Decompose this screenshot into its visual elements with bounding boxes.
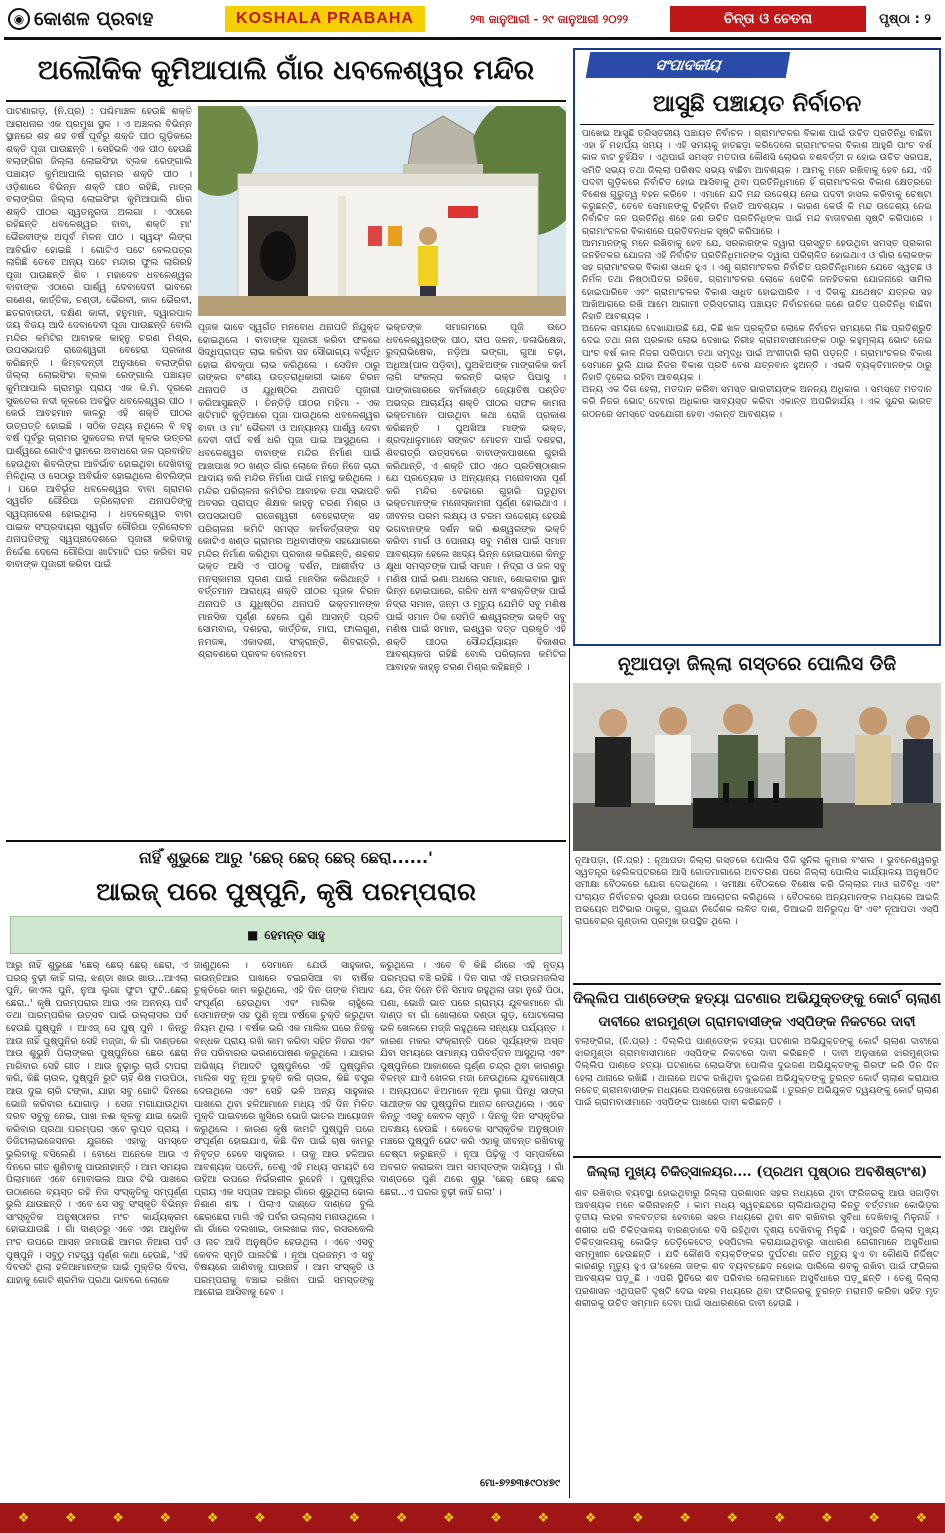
border-motif-icon: ❖ <box>726 1510 739 1526</box>
main-article-col2: ପୂଜକ ଭାବେ ସ୍ୱର୍ଗତ ମନବୋଧ ଥନାପତି ନିଯୁକ୍ତ ହୋଇଥିଲେ । ବାବାଙ୍କ ପୂଜାରୀ କରିବା ଫଳରେ ସିଦ୍ଧିପ୍ରାପ୍ତ ଲାଭ କରିବା ସହ ସୌଭାଗ୍ୟ ବର୍ଦ୍ଧିତ ହୋଇ ଶିବକୃପା ଲାଭ କରିଥିଲେ । ସେଦିନ ଠାରୁ ତାଙ୍କର ବଂଶୀୟ ଉତ୍ତରାଧିକାରୀ ଭାବେ ଚିରନ ଥନାପତି ଓ ଯୁଧିଷ୍ଠିର ଥନାପତି ପୂଜାରୀ କରିଆସୁଛନ୍ତି । ତିନ୍ତିଡ଼ି ପୀଠର ମହିମା - ଏକ ଖଟିମାଟି କୁଡ଼ିଆରେ ପୂଜା ପାଉଥିଲେ ଧବଳେଶ୍ୱର ବାବା ଓ ମା' ଭୈରବୀ ଓ ଅନ୍ୟାନ୍ୟ ପାର୍ଶ୍ୱ ଦେବା ଦେବୀ ଦୀର୍ଘ ବର୍ଷ ଧରି ପୂଜା ପାଇ ଆସୁଥିଲେ । ଧବଳେଶ୍ୱର ବାବାଙ୍କ ମନ୍ଦିର ନିର୍ମାଣ ପାଇଁ ଆଖପାଖ ୨୦ ଖଣ୍ଡ ଗାଁର ଲୋକେ ନିଜେ ନିଜେ ଚାନ୍ଦା ଆଦାୟ କରି ମନ୍ଦିର ନିର୍ମାଣ ପାଇଁ ମନସ୍ଥ କରିଥିଲେ । ମନ୍ଦିର ପରିଚାଳନା କମିଟିର ଆବାହକ ତଥା ସଭାପତି ଅବସର ପ୍ରାପ୍ତ ଶିକ୍ଷକ କାହ୍ନୁ ଚରଣ ମିଶ୍ର ଓ ଉପସଭାପତି ରାଜେଶ୍ୱରୀ ବେହେରାଙ୍କ ସହ ପରିଚାଳନା କମିଟି ସମସ୍ତ କର୍ମକର୍ତ୍ତାଙ୍କ ସହ କୋଟିଏ ଖଣ୍ଡ ଗ୍ରାମର ଅଧିବାସୀଙ୍କ ସହଯୋଗରେ ମନ୍ଦିର ନିର୍ମାଣ କରିଥିବା ପ୍ରକାଶ କରିଛନ୍ତି, ଶହଶହ ଭକ୍ତ ଆସି ଏ ପୀଠକୁ ଦର୍ଶନ, ଆଶୀର୍ବାଦ ଓ ମନସ୍କାମନା ପୂରଣ ପାଇଁ ମାନସିକ କରିଥାନ୍ତି । ବର୍ତ୍ତମାନ ଆରାଧ୍ୟ ଶକ୍ତି ପୀଠର ପୂଜକ ଚିରନ ଥନାପତି ଓ ଯୁଧିଷ୍ଠିର ଥନାପତି ଭକ୍ତମାନଙ୍କ ମାନସିକ ପୂର୍ଣ୍ଣ ହେଲେ ପୁଣି ଆସନ୍ତି ପ୍ରତି ସୋମବାର, ଦଶହରା, କାର୍ତ୍ତିକ, ମାଘ, ଫାଲଗୁଣ, ନମଜଜ୍ଞ, ଏକାଦଶୀ, ସଂକ୍ରାନ୍ତି, ଶିବରାତ୍ରି, ଶ୍ରାବଣରେ ପ୍ରବଳ ବୋଲବମ <box>198 322 380 661</box>
section-divider-right2 <box>573 1156 941 1158</box>
section-title: ଚିନ୍ତା ଓ ଚେତନା <box>670 6 866 32</box>
border-motif-icon: ❖ <box>395 1510 408 1526</box>
culture-col1: ଆରୁ ନାହିଁ ଶୁଭୁଛେ 'ଛେର୍ ଛେର୍ ଛେର୍ ଛେରା, ଏ ଘରର୍ ବୁଢ଼ୀ କାହିଁ ଗଲା, ଝଣ୍ଡା ଖାଉ ଖାଉ...ଆଏଲା ପୁନି, କାଏଲ ପୁନି, ନୁଆ ଲୁଗା ଫୁଟା ଫୁଟି..ଛେର୍ ଛେରା..' କୃଷି ପରମ୍ପରାର ଆଉ ଏକ ଅନନ୍ୟ ପର୍ବ ତଥା ପାରମ୍ପରିକ ଉତ୍ସବ ପାଇଁ ଉଲ୍ଲାସର ପର୍ବ ହେଉଛି ପୁଷ୍ପୁନି । ଆଏଜ୍ ସେ ପୁଷ୍ ପୁନି । କିନ୍ତୁ ଆଉ ନାହିଁ ପୁଷ୍ପୁନିର ସେହି ମଜ୍ଜା, କି ଗାଁ ଦାଣ୍ଡରେ ଆଉ ଶୁଭୁନି ପିଲାଙ୍କର ପୁଷ୍ପୁନିରେ ଛେର ଛେରା ମାଗିବାର ସେହି ଗୀତ । ଆଉ ବୁଢ଼ାଲୁ ଚାଉଁ ଟାପରା କରି, କିଛି ଚାଉଳ, ପୁଷ୍ପୁନି ରୁଟି ଚାହିଁ ଶିଷ ମଉପିଠା, ଆଉ ଦୁଇ ଚାରି ଟଙ୍କା, ଯାହା ସବୁ ଗୋଟି ଦିନରେ ଭୋଜି କରିବାର ଯୋଗାଡ଼ । ସେଜ ମଗାଯାଉଥିବା ଦରବ ସବୁକୁ ନେଇ, ପାଖ ନଈ କୂଳକୁ ଯାଇ ଭୋଜି କରିବାର ପ୍ରଥା ପରମ୍ପରା ଏବେ ଲୁପ୍ତ ପ୍ରାୟ । ଡିଜିଟାଲାଇଜେସନର ଯୁଗରେ ଏହାକୁ ସମସ୍ତେ ଭୁଲିବାକୁ ବସିଲେଣି । ବୋଧେ ଅନେକେ ଆଉ ଏ ଦିନରେ ଗୀତ ଶୁଣିବାକୁ ପାଉନାହାନ୍ତି । ଆମ ସମୟର ପିଲାମାନେ ଏବେ ମୋବାଇଲ ଆଉ ଟିଭି ପାଖରେ ଉଠାଣରେ ବ୍ୟସ୍ତ ରହି ନିଜ ସଂସ୍କୃତିକୁ ସମ୍ପୂର୍ଣ୍ଣ ଭୁଲି ଯାଉଛନ୍ତି । ଏବେ ସେ ସବୁ ସଂସ୍କୃତି ବିଭିନ୍ନ ସାଂସ୍କୃତିକ ଅନୁଷ୍ଠାନର ମଂଚ କାର୍ଯ୍ୟକ୍ରମ ହୋଇଯାଉଛି । ଗାଁ ଦାଣ୍ଡରୁ ଏବେ ଏହା ଆଧୁନିକ ମଂଚ ଉପରେ ଆସନ ଜମାଉଛି ଆମର ନିଆରା ପର୍ବ ପୁଷ୍ପୁନି । ସବୁଠୁ ମହତ୍ତ୍ୱ ପୂର୍ଣ୍ଣ କଥା ହେଉଛି, 'ଏହି ଦିବସଟି ଥିଲା ହଳିଆମାନଙ୍କ ପାଇଁ ମୁକ୍ତିର ଦିବସ, ଯାହାକୁ ଗୋଟି ଶ୍ରମିକ ପ୍ରଥା ଭାବରେ ଲୋକେ <box>6 960 188 1286</box>
police-photo <box>573 683 941 851</box>
police-headline: ନୂଆପଡ଼ା ଜିଲ୍ଲା ଗସ୍ତରେ ପୋଲିସ ଡିଜି <box>617 654 897 675</box>
main-article-col3: ଭକ୍ତଙ୍କ ସମାଗମରେ ପୂଜି ଉଠେ ଧବଳେଶ୍ୱରଙ୍କ ପୀଠ, ଦୀପ ଜଳନ, ଜଳାଭିଷେକ, ରୁଦ୍ରାଭିଷେକ, ନଡ଼ିଆ ଭଙ୍ଗା, ଗୁଆ ଚଢ଼ା, ଅଧିଆ(ପାଳ ପଡ଼ିବା), ପୁଅଝିଅଙ୍କ ମାଙ୍ଗଳିକ କର୍ମ ଲାଗି ସଂକଳ୍ପ କରନ୍ତି ଭକ୍ତ ପିପାସୁ । ପାଙ୍କାଗାରରେ କର୍ମକାଣ୍ଡ ଜ୍ୟୋତିଷ ପଣ୍ଡିତ ଅଭଦ୍ର ଆଚାର୍ଯ୍ୟ ଶକ୍ତି ପୀଠର ସଫଳ କାମନା ଭକ୍ତମାନେ ପାଉଥିବା କଥା ରୋଜି ପ୍ରକାଶ କରିଛନ୍ତି । ପୁଅଖିଆ ମାଙ୍କ ଭକ୍ତ, ଶ୍ରଦ୍ଧାଳୁମାନେ ସଙ୍କଟ ମୋଚନ ପାଇଁ ଦଶହରା, ଶିବରାତ୍ରି ଉତ୍ସବରେ ବାବାଙ୍କପାଖରେ ଗୁହାରି କରିଥାନ୍ତି, ଏ ଶକ୍ତି ପୀଠ ଏଠେ ପ୍ରତିଷ୍ଠାଶାଳ ଯେ ପ୍ରତ୍ୟେକ ଓ ଅନ୍ୟାନ୍ୟ ମନୋବାସନା ପୂର୍ଣ କରି ମନ୍ଦିର ବେଢାରେ ଗୁହାରି ପଡୁଥିବା ଭକ୍ତମାନଙ୍କ ମନୋସ୍କାମନା ପୂର୍ଣ୍ଣ ହୋଇଥାଏ । ଜୀବନର ପରମ ଲକ୍ଷ୍ୟ ଓ ଚରମ ଉଦ୍ଦେଶ୍ୟ ହେଉଛି ଭଗବାନଙ୍କ ଦର୍ଶନ କରି ଈଶ୍ୱରଙ୍କ ଭକ୍ତି କରିବା ମାର୍ଗ ଓ ପୋନାୟ ସବୁ ମଣିଷ ପାଇଁ ସମାନ ଆବଶ୍ୟକ ହେଲେ ଖାଦ୍ୟ ଭିନ୍ନ ହୋଇପାରେ କିନ୍ତୁ କ୍ଷୁଧା ସମସ୍ତଙ୍କ ପାଇଁ ସମାନ । ନିଦ୍ରା ଓ ଜଳ ସବୁ ମଣିଷ ପାଇଁ ଭଣା ଅଧଲେ ସମାନ, ଶୋଇବାର ସ୍ଥାନ ଭିନ୍ନ ହୋଇପାରେ, ଗରିବ ଧନୀ ବଂଶକ୍ତିଙ୍କ ପାଇଁ ନିଦ୍ରା ସମାନ, ଜନ୍ମ ଓ ମୃତ୍ୟୁ ଯେମିତି ସବୁ ମଣିଷ ପାଇଁ ସମାନ ଠିକ ସେମିତି ଈଶ୍ୱରଙ୍କ ଭକ୍ତି ସବୁ ମଣିଷ ପାଇଁ ସମାନ, ଇଶ୍ୱର ଦତ୍ତ ପ୍ରକୃତି ଏହି ଶକ୍ତି ପୀଠର ସୌନ୍ଦର୍ଯ୍ୟାୟନ ବିକାଶର ଆବଶ୍ୟକତା ରହିଛି ବୋଲି ପରିଚାଳନା କମିଟିର ଆବାହକ କାହ୍ନୁ ଚରଣ ମିଶ୍ର କହିଛନ୍ତି । <box>386 322 566 674</box>
border-motif-icon: ❖ <box>301 1510 313 1526</box>
culture-col3: କରୁଥିଲେ । ଏବେ ବି କିଛି ଗାଁରେ ଏହି ନୃତ୍ୟ ପରମ୍ପରା ବଞ୍ଚି ରହିଛି । ଦିନ ସାରା ଏହି ମଉଜମଜଲିସ ଯେ, ତିନ ଦିନେ ତିନି ସିମାଦ ରହୁଥିଲା ତାହା ନୁହେଁ ପିଠା, ପଣା, ଭୋଜି ଭାତ ପରେ ଗ୍ରାମ୍ୟ ଯୁବକମାନେ ଗାଁ ଦାଣ୍ଡ ବା ଗାଁ ଖୋଲାରେ ଦଣ୍ଡା ଗୁଡ଼, ପୋଟଳୋଲା ଭଳି ଖେଳରେ ମଜ୍ଜି ରହୁଥିଲେ ସନ୍ଧ୍ୟା ପର୍ଯ୍ୟନ୍ତ । କାରଣ ମକର ସଂକ୍ରାନ୍ତି ପରେ ସୂର୍ଯ୍ୟଙ୍କ ଅସ୍ତ ଯିବା ସମୟରେ ସାମାନ୍ୟ ପରିବର୍ତ୍ତନ ଆସୁଥିଲା ଏବଂ ପୁଷ୍ପୁନିରେ ଆକାଶରେ ପୂର୍ଣ୍ଣ ଚନ୍ଦ୍ର ଥିବା କାରଣରୁ ବିଳମ୍ବ ଯାଏଁ ଖେଳର ମଜା ନେଉଥିଲେ ଯୁବଗୋଷ୍ଠୀ । ଅନ୍ୟପଟେ ଝିଅମାନେ ନୂଆ ଲୁଗା ପିନ୍ଧି ସାଙ୍ଗ ସାଥୀଙ୍କ ସହ ପୁଷ୍ପୁନିର ଆନନ୍ଦ ନେଉଥିଲେ । ଏବେ କିନ୍ତୁ ଏସବୁ କେବଳ ସ୍ମୃତି । ଦିନକୁ ଦିନ ସଂସ୍କୃତିର ଅବକ୍ଷୟ ହେଉଛି । କେତେକ ସାଂସ୍କୃତିକ ଅନୁଷ୍ଠାନ ମଞ୍ଚରେ ପୁଷ୍ପୁନି ଭେଟ କରି ଏହାକୁ ଜୀବନ୍ତ ରଖିବାକୁ ଚେଷ୍ଟା କରୁଛନ୍ତି । ନୂଆ ପିଢ଼ିକୁ ଏ ସମ୍ପର୍କରେ ଅବଗତ କରାଇବା ଆମ ସମସ୍ତଙ୍କ ଦାୟିତ୍ୱ । ଗାଁ ଦାଣ୍ଡରେ ପୁଣି ଥରେ ଶୁଭୁ 'ଛେର୍ ଛେର୍ ଛେର୍ ଛେରା...ଏ ଘରର ବୁଢ଼ୀ କାହିଁ ଗଲା' । <box>380 960 564 1198</box>
editorial-label: ସଂପାଦକୀୟ <box>586 52 791 78</box>
section-divider-right1 <box>573 983 941 985</box>
section-divider-main <box>6 840 566 842</box>
masthead-rule <box>4 37 941 40</box>
editorial-headline: ଆସୁଛି ପଞ୍ଚାୟତ ନିର୍ବାଚନ <box>652 90 862 117</box>
temple-photo-illustration <box>198 106 566 316</box>
page-number: ପୃଷ୍ଠା : ୨ <box>879 11 931 27</box>
border-motif-icon: ❖ <box>868 1510 880 1526</box>
border-motif-icon: ❖ <box>65 1510 77 1526</box>
column-divider <box>569 648 570 1498</box>
murder-body: ବଲାଙ୍ଗିର, (ନି.ପ୍ର) : ଦିଲ୍ଲିପ ପାଣ୍ଡେଙ୍କ ହତ୍ୟା ଘଟଣାର ଅଭିଯୁକ୍ତଙ୍କୁ କୋର୍ଟ ଚାଲାଣ ଦାବୀରେ ଝାରମୁଣ୍ଡା ଗ୍ରାମବାସୀମାନେ ଏସ୍ପିଙ୍କ ନିକଟରେ ଦାବୀ କରିଛନ୍ତି । ଦାବୀ ଅନୁସାରେ ଝାରମୁଣ୍ଡାର ଦିଲ୍ଲିପ ପାଣ୍ଡେ ହତ୍ୟା ଘଟଣାରେ ଲୋଇସିଂହା ପୋଲିସ ଦୁଇଜଣ ଅଭିଯୁକ୍ତଙ୍କୁ ଗିରଫ କରି ଡିନ ଦିନ ହେଲା ଥାନାରେ ରଖିଛି । ଥାନାରେ ଅଟକ ରଖିଥିବା ଦୁଇଜଣ ଅଭିଯୁକ୍ତଙ୍କୁ ତୁରନ୍ତ କୋର୍ଟ ଚାଲାଣ କରାଯାଉ ନଚେତ୍ ଗ୍ରାମବାସୀଙ୍କ ମଧ୍ୟରେ ଅସନ୍ତୋଷ ଦେଖାଦେଇଛି । ତୁରନ୍ତ ଅଭିଯୁକ୍ତ ଦ୍ୱୟଙ୍କୁ କୋର୍ଟ ଚାଲାଣ ପାଇଁ ଗ୍ରାମବାସୀମାନେ ଏସ୍ପିଙ୍କ ପାଖରେ ଦାବୀ କରିଛନ୍ତି । <box>575 1036 939 1109</box>
culture-col2: ଜାଣୁଥିଲେ । ସେମାନେ ଯେଉଁ ସାହୁକାର, ଗଉନ୍ତିଆର ପାଖରେ ବଇରସିଆ ବା ବାର୍ଷିକ ଚୁକ୍ତିରେ କାମ କରୁଥିଲେ, ଏହି ଦିନ ତାଙ୍କ ମିଆଦ ସଂପୂର୍ଣ୍ଣ ହେଉଥିବା ଏବଂ ମାଲିକ ଚାହୁଁଲେ ସେମାନଙ୍କ ସହ ପୁଣି ନୂଆ ବର୍ଷକେ ଚୁକ୍ତି କରୁଥିବା ନିୟମ ଥିଲା । ବର୍ଷକ ଭରି ଏକ ମାଲିକ ଘରେ ନିଜକୁ ବନ୍ଧକ ପ୍ରାୟ ରଖି କାମ କରିବା ସହିତ ନିଜର ଏବଂ ନିଜ ପରିବାରର ଭରଣପୋଷଣ କରୁଥିଲେ । ଯାହାର ଅଭିଖ୍ୟ ମିଆଦଟି ପୁଷ୍ପୁନିରେ ଏହି ପୁଷ୍ପୁନିର ମାଲିକ ସବୁ ନୂଆ ଚୁକ୍ତି କରି ଚାଉଳ, କିଛି ବସ୍ତ୍ର ଦେଉଥିଲେ ଏବଂ ସେହି ଭଳି ଅନ୍ୟ ସାହୁକାର ପାଖରେ ଥିବା ହଳିଆମାନେ ମଧ୍ୟ ଏହି ଦିନ ମିଳିତ ମୁକ୍ତି ପାଇବାରେ ଖୁସିରେ ଭୋଜି ଭାତର ଆୟୋଜନ କରୁଥିଲେ । କାରଣ କୃଷି କାମଟି ପୁଷ୍ପୁନି ପରେ ସଂପୂର୍ଣ୍ଣ ହୋଇଯାଏ, କିଛି ଦିନ ପାଇଁ ଚାଷ କାମରୁ ନିବୃତ୍ତ ହେବେ ସାହୁକାର । ତାକୁ ଆଉ ହଳିଆର ଆବଶ୍ୟକ ପଡେନି, ତେଣୁ ଏହି ମଧ୍ୟ ସମୟଟି ସେ ଉହିଆ ଉପରେ ନିର୍ଭରଶୀଳ ରୁହେନି । ପୁଷ୍ପୁନିର ପ୍ରାୟ ଏକ ସପ୍ତାହ ଆଗରୁ ଗାଁରେ ଶୁଭୁଥିଲା ଢୋଲ ନିଶାଣ ଶବ୍ଦ । ପିଲାଏ ଦାଣ୍ଡେ ଦାଣ୍ଡେ ବୁଲି ଛେରଛେରା ମାଗି ଏହି ପର୍ବର ଉଲ୍ଲାସ ମନାଉଥିଲେ । ଗାଁ ଗାଁରେ ଦଲଖାଇ, ଡାଲଖାଇ ନାଚ, ରସରକେଲି ଓ ନାଚ ଆଦି ଅନୁଷ୍ଠିତ ହେଉଥିଲା । ଏବେ ଏସବୁ କେବଳ ସ୍ମୃତି ପାଲଟିଛି । ନୂଆ ପ୍ରଜନ୍ମ ଏ ସବୁ ବିଷୟରେ ଜାଣିବାକୁ ପାଉନାହିଁ । ଆମ ସଂସ୍କୃତି ଓ ପରମ୍ପରାକୁ ବଞ୍ଚାଇ ରଖିବା ପାଇଁ ସମସ୍ତଙ୍କୁ ଆଗେଇ ଆସିବାକୁ ହେବ । <box>194 960 374 1299</box>
murder-headline: ଦିଲ୍ଲିପ ପାଣ୍ଡେଙ୍କ ହତ୍ୟା ଘଟଣାର ଅଭିଯୁକ୍ତଙ୍କୁ କୋର୍ଟ ଚାଲାଣ <box>573 990 941 1007</box>
hospital-body: ଶବ ରଖିବାର ବ୍ୟବସ୍ଥା ହୋଇଥିବାରୁ ଜିଲ୍ଲା ପ୍ରଶାସନ ସହର ମଧ୍ୟରେ ଥିବା ଫ୍ରିଜରକୁ ଆଉ ସଜାଡ଼ିବା ଆବଶ୍ୟକ ମନେ କରିନାହାନ୍ତି । କାମ ମଧ୍ୟ ସ୍ୱଚ୍ଛନ୍ଦରେ ଚାଲିଯାଉଥିଲା କିନ୍ତୁ ବର୍ତ୍ତମାନ କୋଭିଡ଼ର ତୃତୀୟ ଲହର ବଳବତ୍ତର ହେବାରେ ସହର ମଧ୍ୟରେ ଥିବା ଶବ ରଖିବାର ସୁବିଧା ଦେଖିବାକୁ ମିଳୁନାହିଁ । ଶରୀର ଧରି ଚିକିତ୍ସାଳୟ ବାରଣ୍ଡାରେ ବସି ରହିଥିବା ଦୃଶ୍ୟ ଦେଖିବାକୁ ମିଳୁଛି । ସମ୍ପ୍ରତି ଜିଲ୍ଲା ମୁଖ୍ୟ ଚିକିତ୍ସାଳୟକୁ କୋଭିଡ଼ ଡେଡ଼ିକେଟେଡ୍ ହସ୍ପିଟାଲ କରାଯାଇଥିବାରୁ ସାଧାରଣ ରୋଗୀମାନେ ଅସୁବିଧାର ସମ୍ମୁଖୀନ ହେଉଛନ୍ତି । ଯଦି କୌଣସି ବ୍ୟକ୍ତିଙ୍କର ଦୁର୍ଘଟଣା ଜନିତ ମୃତ୍ୟୁ ହୁଏ ବା କୌଣସି ନିର୍ଦ୍ଦିଷ୍ଟ କାରଣରୁ ମୃତ୍ୟୁ ହୁଏ ତା'ହେଲେ ତାଙ୍କ ଶବ ବ୍ୟବଚ୍ଛେଦ ନହୋଇ ପାରିଲେ ଶବକୁ ରଖିବା ପାଇଁ ଫ୍ରିଜର ଆବଶ୍ୟକ ପଡ଼ୁଛି । ଏପରି ସ୍ଥିତିରେ ଶବ ପରିବାର ଲୋକମାନେ ଅସୁବିଧାରେ ପଡ଼ୁଛନ୍ତି । ତେଣୁ ଜିଲ୍ଲା ପ୍ରଶାସନ ଏଥିପ୍ରତି ଦୃଷ୍ଟି ଦେଇ ସହର ମଧ୍ୟରେ ଥିବା ଫ୍ରିଜରକୁ ତୁରନ୍ତ ମରାମତି କରିବା ସହିତ ମୃତ ଶରୀରକୁ ଉଚିତ ସମ୍ମାନ ଦେବା ପାଇଁ ସାଧାରଣରେ ଦାବୀ ହେଉଛି । <box>575 1188 939 1309</box>
masthead-odia-name: କୋଶଳ ପ୍ରବାହ <box>34 8 154 30</box>
masthead-english-name: KOSHALA PRABAHA <box>225 6 425 32</box>
hospital-headline: ଜିଲ୍ଲା ମୁଖ୍ୟ ଚିକିତ୍ସାଳୟର.... (ପ୍ରଥମ ପୃଷ୍ଠାର ଅବଶିଷ୍ଟାଂଶ) <box>586 1164 928 1180</box>
border-motif-icon: ❖ <box>348 1510 361 1526</box>
culture-headline: ଆଇଜ୍ ପରେ ପୁଷ୍‌ପୁନି, କୃଷି ପରମ୍ପରାର <box>96 877 476 906</box>
border-motif-icon: ❖ <box>206 1510 219 1526</box>
border-motif-icon: ❖ <box>17 1510 30 1526</box>
main-headline: ଅଲୌକିକ କୁମିଆପାଲି ଗାଁର ଧବଳେଶ୍ୱର ମନ୍ଦିର <box>37 55 535 86</box>
border-motif-icon: ❖ <box>537 1510 550 1526</box>
border-motif-icon: ❖ <box>915 1510 928 1526</box>
border-motif-icon: ❖ <box>821 1510 833 1526</box>
temple-photo <box>198 106 566 316</box>
border-motif-icon: ❖ <box>490 1510 502 1526</box>
editorial-rule <box>580 124 934 125</box>
author-phone: ମୋ-୭୨୭୩୫୯୦୪୭୯ <box>480 1478 560 1489</box>
main-article-col1: ପାଟଣାଗଡ଼, (ନି.ପ୍ର) : ପଶ୍ଚିମାଞ୍ଚଳ ହେଉଛି ଶକ୍ତି ଆରାଧନାର ଏକ ପ୍ରମୁଖ ସ୍ଥଳ । ଏ ଅଞ୍ଚଳର ବିଭିନ୍ନ ସ୍ଥାନରେ ଶହ ଶହ ବର୍ଷ ପୂର୍ବରୁ ଶକ୍ତି ପୀଠ ଗୁଡ଼ିକରେ ଶକ୍ତି ପୂଜା ପାଉଛନ୍ତି । ସେହିଭଳି ଏକ ପୀଠ ହେଉଛି ବଲାଙ୍ଗିର ଜିଲ୍ଲା ଲୋଇସିଂହା ବ୍ଲକ ରେଙ୍ଗାଲି ପଞ୍ଚାୟତ କୁମିଆପାଲି ଗ୍ରାମର ଶକ୍ତି ପୀଠ । ଓଡ଼ିଶାରେ ବିଭିନ୍ନ ଶକ୍ତି ପୀଠ ରହିଛି, ମାତ୍ର ବଲାଙ୍ଗିର ଜିଲ୍ଲା ଲୋଇସିଂହା କୁମିଆପାଲି ଗାଁର ଶକ୍ତି ପୀଠର ସ୍ୱତନ୍ତ୍ରତା ଅଲଗା । ଏଠାରେ ରହିଛନ୍ତି ଧବଳେଶ୍ୱର ବାବା, ଶକ୍ତି ମା' ଭୈରବୀଙ୍କ ଅପୂର୍ବ ମିଳନ ପୀଠ । ସ୍ୱୟଂ ଲିଙ୍ଗ ଆବିର୍ଭାବ ହୋଇଛି । ଗୋଟିଏ ପଟେ ବେଲପତ୍ର ଲାଗିଛି ତେବେ ଅନ୍ୟ ପଟେ ମନ୍ଦାର ଫୁଲ ଲାଗିରହି ପୂଜା ପାଉଛନ୍ତି ଶିବ । ମହାଦେବ ଧବଳେଶ୍ୱର ବାବାଙ୍କ ଏଠାରେ ପାର୍ଶ୍ୱ ଦେବାଦେବୀ ଭାବରେ ଗଣେଶ, କାର୍ତ୍ତିକ, ଚଣ୍ଡୀ, ଭୈରବୀ, କାଳ ଭୈରବୀ, ଛତରବାଉତୀ, ଦକ୍ଷିଣ କାଳୀ, ହନୁମାନ, ଦ୍ୱାରପାଳ ଜୟ ବିଜୟ ଆଦି ଦେବାଦେବୀ ପୂଜା ପାଉଛନ୍ତି ବୋଲି ମନ୍ଦିର କମିଟିର ଆବାହକ କାହ୍ନୁ ଚରଣ ମିଶ୍ର, ଉପସଭାପତି ରାଜେଶ୍ୱରୀ ବେହେରା ପ୍ରକାଶ କରିଛନ୍ତି । କିମ୍ବଦନ୍ତୀ ଅନୁସାରେ ବଲାଙ୍ଗିର ଜିଲ୍ଲା ଲୋଇସିଂହା ବ୍ଲକ ରେଙ୍ଗାଲି ପଞ୍ଚାୟତ କୁମିଆପାଲି ଗ୍ରାମରୁ ପ୍ରାୟ ଏକ କି.ମି. ଦୂରରେ ସୁକତେଲ ନଦୀ କୂଳରେ ଅବସ୍ଥିତ ଧବଳେଶ୍ୱର ପୀଠ । କେଉଁ ଆବହମାନ କାଳରୁ ଏହି ଶକ୍ତି ପୀଠର ଉତ୍ପତ୍ତି ହୋଇଛି । ସଠିକ ତଥ୍ୟ ନଥିଲେ ବି ବହୁ ବର୍ଷ ପୂର୍ବରୁ ଗ୍ରାମର ସୁକତେଲ ନଦୀ କୂଳର ଉତ୍ତର ପାର୍ଶ୍ୱରେ ଗୋଟିଏ ସ୍ଥାନରେ ଅବାଧରେ ଜଳ ପ୍ରବାହିତ ହେଉଥିବା ଶିବଲିଙ୍ଗ ଆବିର୍ଭାବ ହୋଇଥିବା ଦେଖିବାକୁ ମିଳିଥିଲା ଓ ସେଠାରୁ ଅବିର୍ଭାବ ହୋଇଥିଲେ ଶିବଲିଙ୍ଗ । ପରେ ଆବିର୍ଭୂତ ଧବଳେଶ୍ୱର ବାବା ଗ୍ରାମର ସ୍ୱର୍ଗତ ଗୌରିପା ତ୍ରିଲୋଚନ ଥନାପତିଙ୍କୁ ସ୍ୱପ୍ନାଦେଶ ହୋଇଥିଲା । ଧବଳେଶ୍ୱର ବାବା ପାଇକ ସଂପ୍ରଦାୟର ସ୍ୱର୍ଗତ ଗୌରିପା ତ୍ରିଲୋଚନ ଥନାପତିଙ୍କୁ ସ୍ୱପ୍ନାଦେଶରେ ପୂଜାରୀ କରିବାକୁ ନିର୍ଦ୍ଦେଶ ଦେଲେ ଗୌରିପା ଖାଟିମାଟି ଘର କରିବା ସହ ବାବାଙ୍କ ପୂଜାରୀ କରିବା ପାଇଁ <box>6 106 192 571</box>
masthead-logo <box>8 4 220 34</box>
border-motif-icon: ❖ <box>254 1510 266 1526</box>
logo-emblem-icon: ◉ <box>8 8 30 30</box>
issue-date: ୨୩ ଜାନୁଆରୀ - ୨୯ ଜାନୁଆରୀ ୨୦୨୨ <box>469 11 629 26</box>
headline-divider <box>6 100 566 102</box>
editorial-body: ପାଖେଇ ଆସୁଛି ତ୍ରିସ୍ତରୀୟ ପଞ୍ଚାୟତ ନିର୍ବାଚନ । ଗ୍ରାମାଂଚଳର ବିକାଶ ପାଇଁ ଉଚିତ ପ୍ରତିନିଧି ବାଛିବା ଏହା ହିଁ ମହାର୍ଘ୍ୟ ସମୟ । ଏହି ସମୟକୁ ହାତଛଡ଼ା କରିଦେଲେ ଗ୍ରାମାଂଚଳର ବିକାଶ ଆହୁରି ପାଂଚ ବର୍ଷ କାଳ ବାଟ ଚୁହିଁଯିବ । ଏଥିପାଇଁ ସମସ୍ତ ମତଦାତା କୌଣସି ଲୋଭର ବଶବର୍ତ୍ତୀ ନ ହୋଇ ଉଚିତ ସରପଞ୍ଚ, ସମିତି ସଭ୍ୟ ତଥା ଜିଲ୍ଲା ପରିଷଦ ସଭ୍ୟ ବାଛିବା ଆବଶ୍ୟକ । ଆମକୁ ମନେ ରଖିବାକୁ ହେବ ଯେ, ଏହି ପଦବୀ ଗୁଡ଼ିକରେ ନିର୍ବାଚିତ ହୋଇ ଆସିବାକୁ ଥିବା ପ୍ରତିନିଧିମାନେ ହିଁ ଗ୍ରାମାଂଚଳର ବିକାଶ କ୍ଷେତ୍ରରେ ବିଶେଷ ଗୁରୁତ୍ୱ ବହନ କରିବେ । ଏମାନେ ଯଦି ମନ୍ଦ ଉଦ୍ଦେଶ୍ୟ ନେଇ ପଦବୀ ହାସଲ କରିବାକୁ ଚେଷ୍ଟା କରୁଛନ୍ତି, ତେବେ ସେମାନଙ୍କୁ ଚିହ୍ନିବା ନିହାତି ଆବଶ୍ୟକ । କାରଣ କେଉଁ କି ମନ୍ଦ ଉଦ୍ଦେଶ୍ୟ ନେଇ ନିର୍ବାଚିତ ଜନ ପ୍ରତିନିଧି ଶହେ ଜଣ ଉଚିତ ପ୍ରତିନିଧିଙ୍କ ପାଇଁ ମନ୍ଦ ବାତାବରଣ ସୃଷ୍ଟି କରିପାରେ । ଗ୍ରାମାଂଚଳର ବିକାଶରେ ପ୍ରତିବନ୍ଧକ ସୃଷ୍ଟି କରିପାରେ । ଆମମାନଙ୍କୁ ମନେ ରଖିବାକୁ ହେବ ଯେ, ସରକାରଙ୍କ ଦ୍ୱାରା ପ୍ରସ୍ତୁତ ହେଉଥିବା ସମସ୍ତ ପ୍ରକାର ଜନହିତକର ଯୋଜନା ଏହି ନିର୍ବାଚିତ ପ୍ରତିନିଧିମାନଙ୍କ ଦ୍ୱାରା ପରିଚାଳିତ ହୋଇଥାଏ ଓ ଗାଁର ଲୋକଙ୍କ ସହ ଗ୍ରାମାଂଚଳର ବିକାଶ ସାଧନ ହୁଏ । ଏଣୁ ଗ୍ରାମାଂଚଳର ନିର୍ବାଚିତ ପ୍ରତିନିଧିମାନେ ଯେତେ ସ୍ୱଚ୍ଛ ଓ ନିର୍ମଳ ତଥା ନିଷ୍ଠାପିତର ରହିବେ, ଗ୍ରାମାଂଚଳର ଲୋକେ ସେତିକି ଜନହିତକର ଯୋଜନାରେ ସାମିଲ ହୋଇପାରିବେ ଏବଂ ଗ୍ରାମାଂଚଳର ବିକାଶ ସାଧିତ ହୋଇପାରିବ । ଏ ଦିଗକୁ ଯଥେଷ୍ଟ ଯତ୍ନର ସହ ଆଖିଆଗରେ ରଖି ଆମେ ଆଗାମୀ ତ୍ରିସ୍ତରୀୟ ପଞ୍ଚାୟତ ନିର୍ବାଚନରେ ଜଣେ ଉଚିତ ପ୍ରତିନିଧି ବାଛିବା ନିହାତି ଆବଶ୍ୟକ । ଅନେକ ସମୟରେ ଦେଖାଯାଉଛି ଯେ, କିଛି ଖଳ ପ୍ରକୃତିର ଲୋକେ ନିର୍ବାଚନ ସମୟରେ ମିଛ ପ୍ରତିଶ୍ରୁତି ଦେଇ ତଥା ନାନା ପ୍ରକାର ଲୋଭ ଦେଖାଇ ନିରୀହ ଗ୍ରାମବାସୀମାନଙ୍କ ଠାରୁ କହୁମୂଲ୍ୟ ଭୋଟ ନେଇ ପାଂଚ ବର୍ଷ କାଳ ନିଜର ପରିପାଟା ତଥା ସମୃଦ୍ଧି ପାଇଁ ଅଂଶୀଦାରି ଲାଗି ପଡ଼ନ୍ତି । ଗ୍ରାମାଂଚଳର ବିକାଶ ସେମାନେ ଭୁଲି ଯାଇ ନିଜର ବିକାଶ ପ୍ରତି ବେଶ ଯତ୍ନବାନ ହୁଅନ୍ତି । ଏଭଳି ବ୍ୟକ୍ତିମାନଙ୍କ ଠାରୁ ନିହାତି ଦୂରେଇ ରହିବା ଆବଶ୍ୟକ । ଅନ୍ୟ ଏକ ଦିଗ ହେଲା, ମତଦାନ କରିବା ସମସ୍ତ ଭାରତୀୟଙ୍କ ଅନନ୍ୟ ଅଧିକାର । ସମସ୍ତେ ମତଦାନ କରି ନିଜର ଭୋଟ୍ ଦେବାର ଅଧିକାର ସାବ୍ୟସ୍ତ କରିବା ଏକାନ୍ତ ଅପରିହାର୍ଯ୍ୟ । ଏକ ସୁନ୍ଦର ଭାରତ ଗଠନରେ ସମସ୍ତେ ସହଯୋଗୀ ହେବା ଏକାନ୍ତ ଆବଶ୍ୟକ । <box>582 128 932 420</box>
culture-byline: ହେମନ୍ତ ସାହୁ <box>264 927 325 942</box>
border-motif-icon: ❖ <box>773 1510 786 1526</box>
police-photo-illustration <box>573 683 941 851</box>
culture-kicker: ନାହିଁ ଶୁଭୁଛେ ଆରୁ 'ଛେର୍ ଛେର୍ ଛେର୍ ଛେରା......' <box>139 848 433 867</box>
decorative-border <box>0 1503 945 1533</box>
culture-byline-box <box>10 916 562 954</box>
border-motif-icon: ❖ <box>112 1510 124 1526</box>
border-motif-icon: ❖ <box>443 1510 455 1526</box>
border-motif-icon: ❖ <box>632 1510 644 1526</box>
murder-subhead: ଦାବୀରେ ଝାରମୁଣ୍ଡା ଗ୍ରାମବାସୀଙ୍କ ଏସ୍ପିଙ୍କ ନିକଟରେ ଦାବୀ <box>598 1014 916 1030</box>
police-body: ନୂଆପଡ଼ା, (ନି.ପ୍ର) : ନୂଆପଡା ଜିଲ୍ଲା ଗସ୍ତରେ ପୋଲିସ ଡିଜି ସୁନିଲ କୁମାର ବଂଶଲ । ଭୁବନେଶ୍ୱରରୁ ସ୍ୱତନ୍ତ୍ର ହେଲିକପ୍ଟରରେ ଆସି ଗୋଡମାଗାରେ ଅବତରଣ ପରେ ଜିଲ୍ଲା ପୋଲିସ କାର୍ଯ୍ୟାଳୟ ଅନୁଷ୍ଠିତ ସମୀକ୍ଷା ବୈଠକରେ ଯୋଗ ଦେଇଥିଲେ । ସମୀକ୍ଷା ବୈଠକରେ ବିଶେଷ କରି ଜିଲ୍ଲାର ମାଓ ଗତିବିଧି ଏବଂ ପଂଚାୟତ ନିର୍ବାଚନର ସୁରକ୍ଷା ଉପରେ ଆଲୋଚନା କରିଥିଲେ । ବୈଠକରେ ଅନ୍ୟମାନଙ୍କ ମଧ୍ୟରେ ଆଇଜି ଅଭୟେନ ଅଟିଭାର ଠାକୁର, ଗୁଇନ୍ଦା ନିର୍ଦ୍ଦେଶକ ଲଳିତ ଦାଶ, ଡିଆଇଜି ଅନିରୁଦ୍ଧ ସିଂ ଏବଂ ନୂଆପଡା ଏସ୍ପି ରାଘବେନ୍ଦ୍ର ଗୁଣ୍ଡାଲ ପ୍ରମୁଖ ଉପସ୍ଥିତ ଥିଲେ । <box>575 855 939 928</box>
border-motif-icon: ❖ <box>159 1510 172 1526</box>
border-motif-icon: ❖ <box>584 1510 597 1526</box>
byline-bullet-icon: ■ <box>247 928 259 942</box>
border-motif-icon: ❖ <box>679 1510 691 1526</box>
